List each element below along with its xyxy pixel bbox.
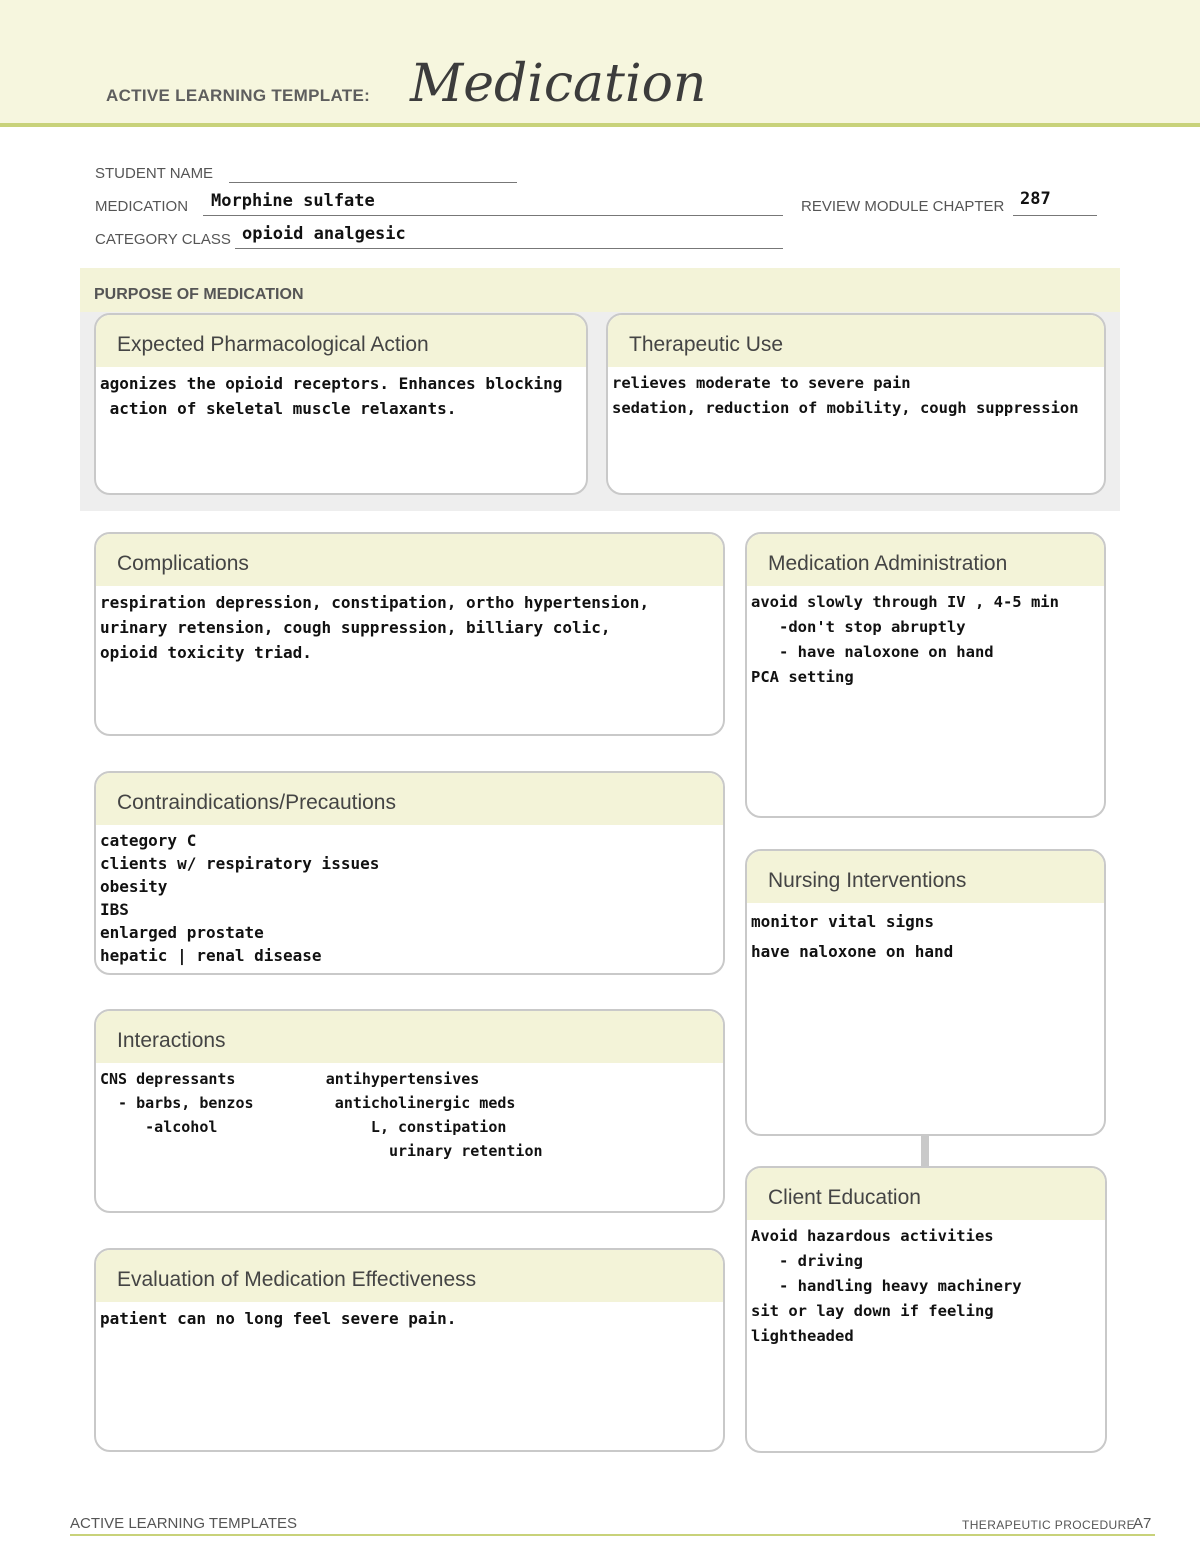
medication-field[interactable] [203, 191, 783, 216]
nursing-interventions-box[interactable] [745, 849, 1106, 1136]
footer-page-number: A7 [1133, 1515, 1152, 1532]
medication-label: MEDICATION [95, 198, 189, 215]
review-module-chapter-label: REVIEW MODULE CHAPTER [801, 198, 1005, 215]
category-class-field[interactable] [235, 224, 783, 249]
complications-box[interactable] [94, 532, 725, 736]
expected-action-title: Expected Pharmacological Action [96, 315, 586, 367]
therapeutic-use-text: relieves moderate to severe pain sedation, reduction of mobility, cough suppression [612, 374, 1079, 417]
medication-administration-title: Medication Administration [747, 534, 1104, 586]
footer-right-label: THERAPEUTIC PROCEDURE [962, 1518, 1136, 1532]
student-name-label: STUDENT NAME [95, 165, 214, 182]
complications-title: Complications [96, 534, 723, 586]
header-label: ACTIVE LEARNING TEMPLATE: [106, 86, 371, 105]
client-education-box[interactable] [745, 1166, 1107, 1453]
interactions-box[interactable] [94, 1009, 725, 1213]
medication-administration-box[interactable] [745, 532, 1106, 818]
page-title: Medication [410, 54, 707, 114]
therapeutic-use-title: Therapeutic Use [608, 315, 1104, 367]
interactions-text: CNS depressants antihypertensives - barbs, benzos anticholinergic meds -alcohol L, constipation urinary retention [100, 1070, 543, 1160]
evaluation-box[interactable] [94, 1248, 725, 1452]
nursing-interventions-title: Nursing Interventions [747, 851, 1104, 903]
review-module-chapter-value: 287 [1020, 189, 1051, 209]
interactions-title: Interactions [96, 1011, 723, 1063]
evaluation-text: patient can no long feel severe pain. [100, 1309, 457, 1328]
category-class-label: CATEGORY CLASS [95, 231, 231, 248]
footer-left-label: ACTIVE LEARNING TEMPLATES [70, 1515, 297, 1532]
medication-value: Morphine sulfate [211, 191, 375, 211]
student-name-field[interactable] [229, 166, 517, 183]
footer-rule [70, 1534, 1155, 1536]
nursing-interventions-text: monitor vital signs have naloxone on hand [751, 912, 954, 961]
evaluation-title: Evaluation of Medication Effectiveness [96, 1250, 723, 1302]
header-rule [0, 123, 1200, 127]
contraindications-box[interactable] [94, 771, 725, 975]
review-module-chapter-field[interactable] [1013, 189, 1097, 216]
category-class-value: opioid analgesic [242, 224, 406, 244]
client-education-text: Avoid hazardous activities - driving - handling heavy machinery sit or lay down if feeling lightheaded [751, 1227, 1022, 1345]
expected-action-text: agonizes the opioid receptors. Enhances blocking action of skeletal muscle relaxants. [100, 374, 563, 418]
therapeutic-use-box[interactable] [606, 313, 1106, 495]
client-education-title: Client Education [747, 1168, 1105, 1220]
expected-action-box[interactable] [94, 313, 588, 495]
complications-text: respiration depression, constipation, ortho hypertension, urinary retension, cough suppression, billiary colic, opioid toxicity triad. [100, 593, 650, 662]
purpose-title: PURPOSE OF MEDICATION [94, 286, 304, 303]
contraindications-text: category C clients w/ respiratory issues obesity IBS enlarged prostate hepatic | renal disease [100, 831, 380, 965]
contraindications-title: Contraindications/Precautions [96, 773, 723, 825]
box-connector [921, 1134, 929, 1168]
medication-administration-text: avoid slowly through IV , 4-5 min -don't stop abruptly - have naloxone on hand PCA setting [751, 593, 1059, 686]
